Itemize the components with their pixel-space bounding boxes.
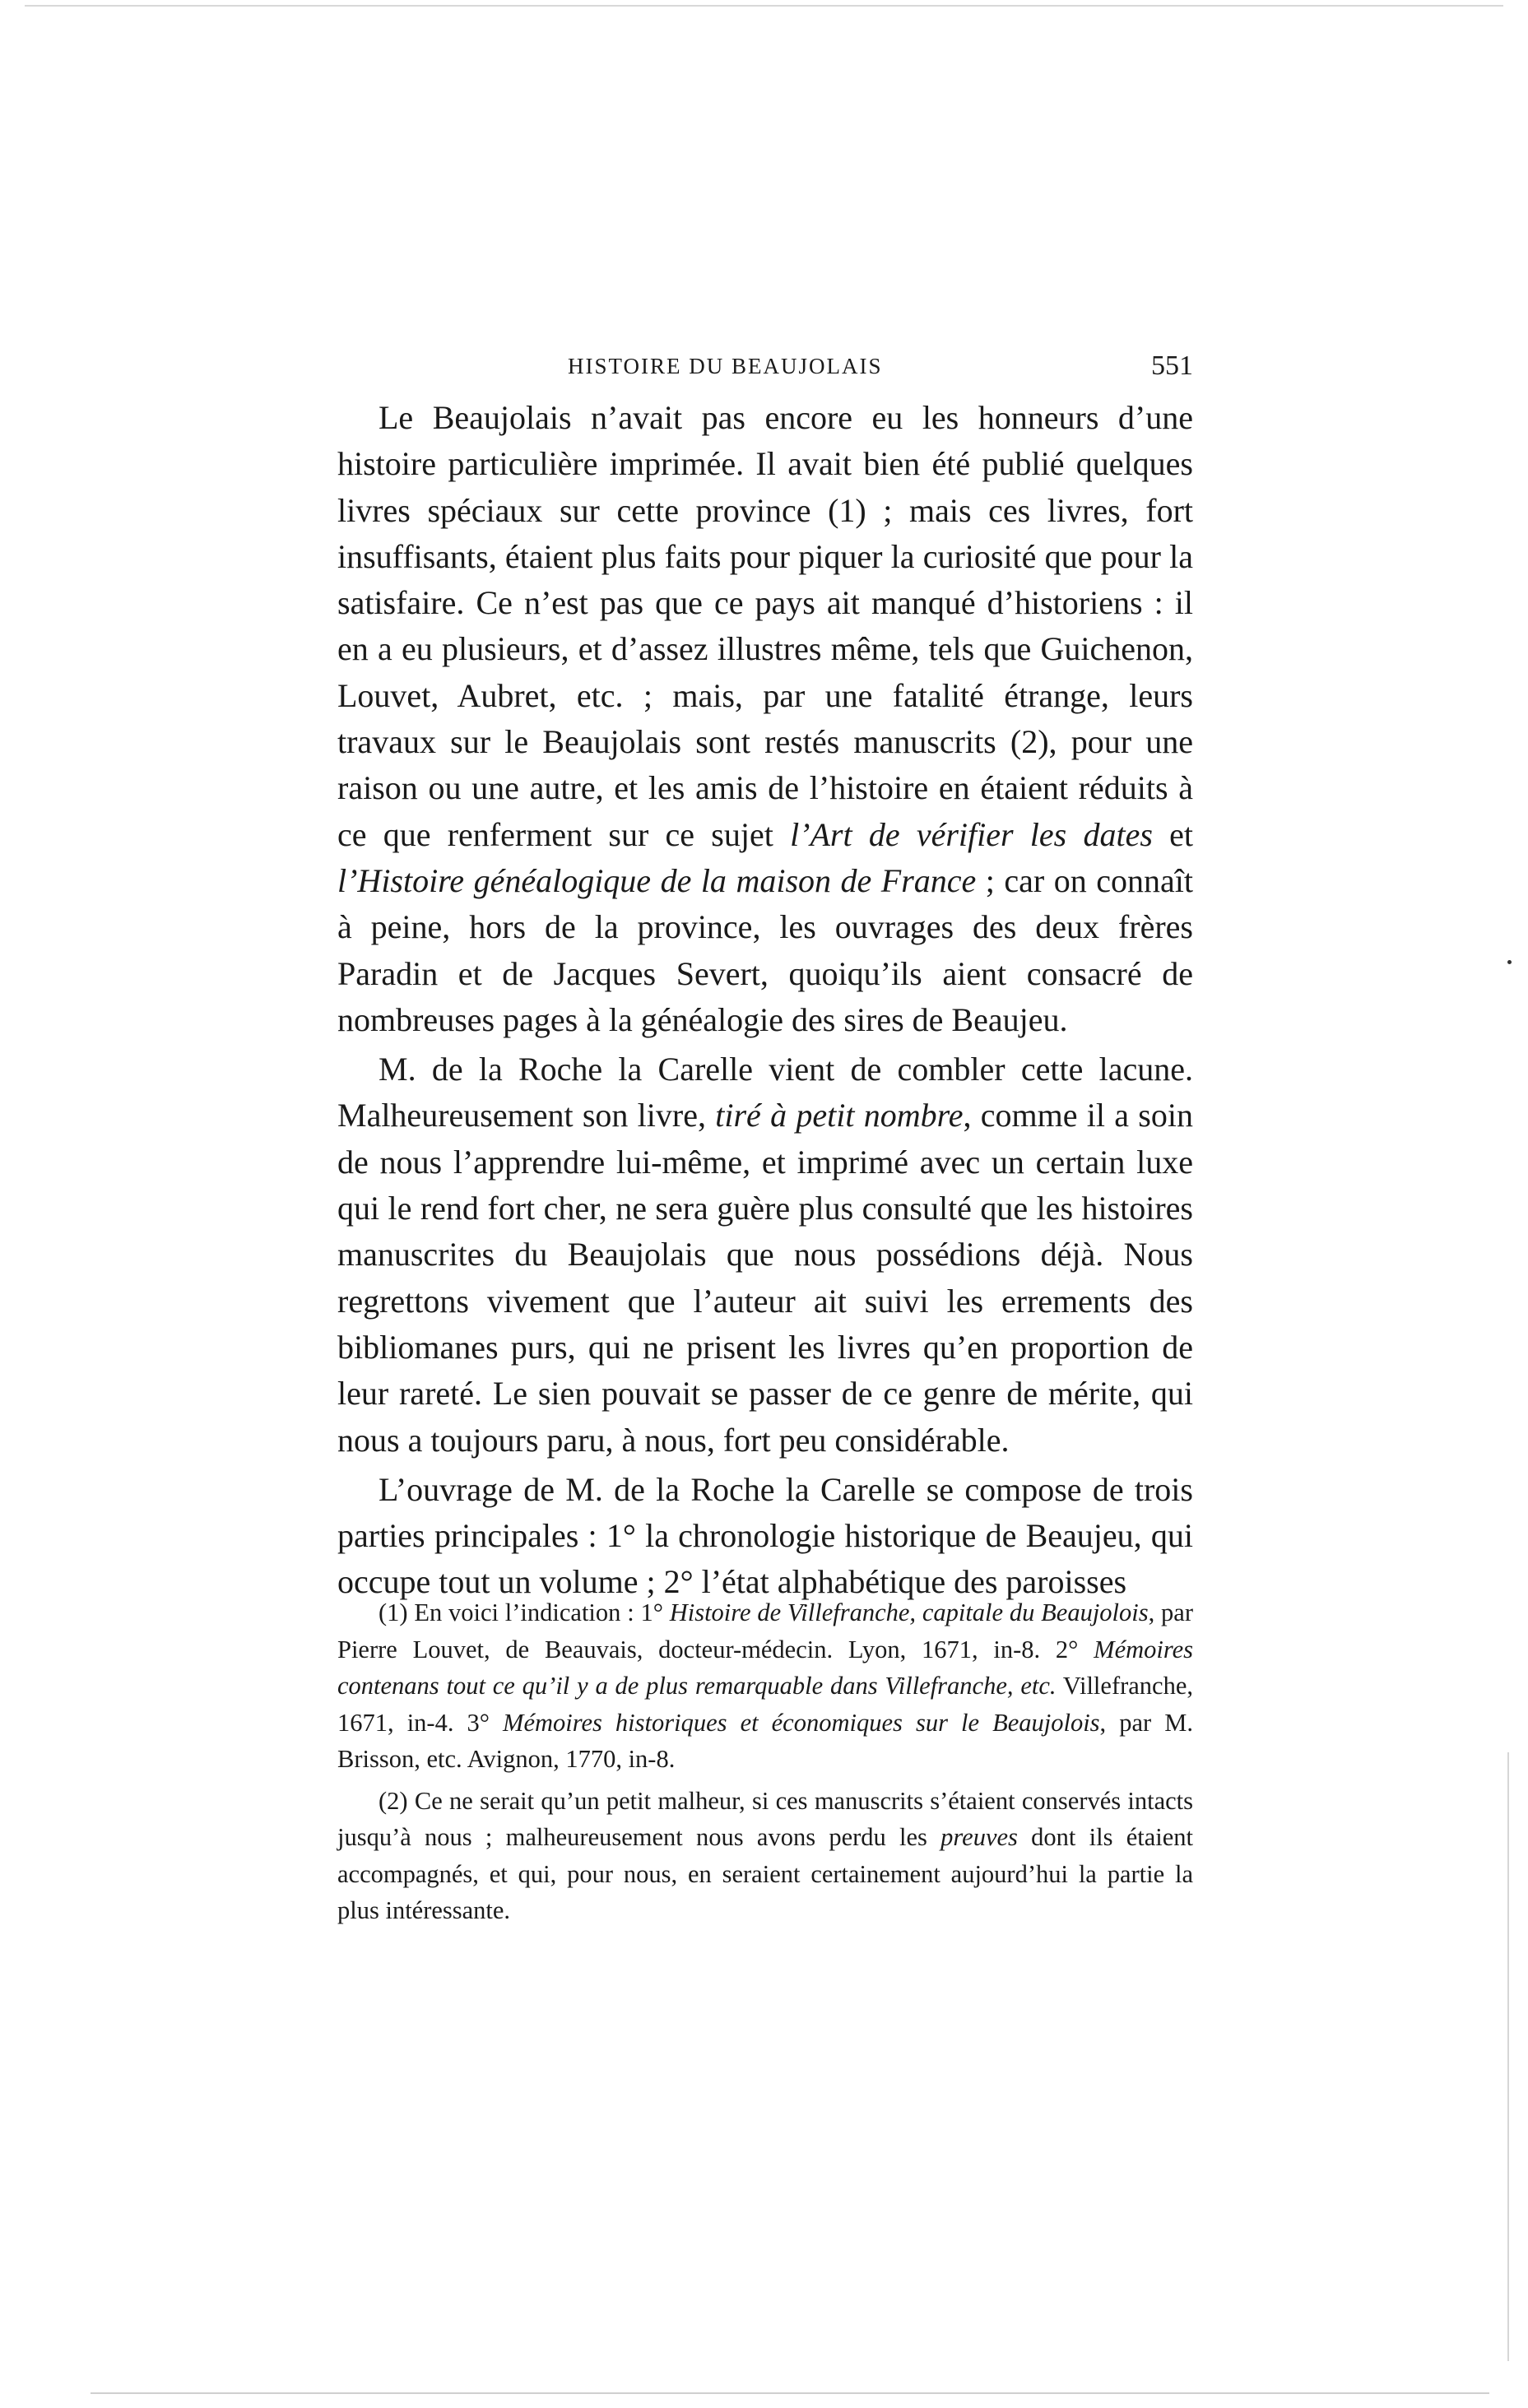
scan-edge-marks xyxy=(1507,1752,1512,2361)
italic-title: Histoire de Villefranche, capitale du Beaujolois xyxy=(669,1598,1149,1626)
text-run: , par M. Brisson, etc. Avignon, 1770, in-8. xyxy=(337,1708,1193,1773)
italic-phrase: tiré à petit nombre xyxy=(715,1097,964,1134)
margin-mark xyxy=(1507,960,1512,964)
italic-title: Mémoires contenans tout ce qu’il y a de plus remarquable dans Villefranche, etc. xyxy=(337,1635,1193,1700)
text-run: et xyxy=(1152,815,1194,853)
footnote xyxy=(337,1594,1193,1778)
top-scan-edge xyxy=(25,5,1503,7)
text-run: (2) Ce ne serait qu’un petit malheur, si ces manuscrits s’étaient conservés intacts jusqu’à nous ; malheureusement nous avons perdu les xyxy=(337,1786,1193,1851)
body-text xyxy=(337,395,1193,1606)
italic-title: l’Art de vérifier les dates xyxy=(790,815,1153,853)
paragraph xyxy=(337,1046,1193,1464)
text-run: M. de la Roche la Carelle vient de combler cette lacune. Malheureusement son livre, xyxy=(337,1051,1193,1134)
running-head xyxy=(337,350,1193,387)
paragraph xyxy=(337,1467,1193,1606)
bottom-scan-edge xyxy=(91,2392,1489,2394)
paragraph xyxy=(337,395,1193,1043)
page-number: 551 xyxy=(1151,350,1193,381)
text-run: , par Pierre Louvet, de Beauvais, docteur-médecin. Lyon, 1671, in-8. 2° xyxy=(337,1598,1193,1663)
text-run: dont ils étaient accompagnés, et qui, pour nous, en seraient certainement aujourd’hui la partie la plus intéressante. xyxy=(337,1823,1194,1924)
text-run: L’ouvrage de M. de la Roche la Carelle se compose de trois parties principales : 1° la chronologie historique de Beaujeu, qui occupe tout un volume ; 2° l’état alphabétique des paroisses xyxy=(337,1470,1193,1601)
text-run: , comme il a soin de nous l’apprendre lui-même, et imprimé avec un certain luxe qui le rend fort cher, ne sera guère plus consulté que les histoires manuscrites du Beaujolais que nous possédions déjà. Nous regrettons vivement que l’auteur ait suivi les errements des bibliomanes purs, qui ne prisent les livres qu’en proportion de leur rareté. Le sien pouvait se passer de ce genre de mérite, qui nous a toujours paru, à nous, fort peu considérable. xyxy=(337,1097,1193,1459)
italic-title: l’Histoire généalogique de la maison de France xyxy=(337,861,977,899)
footnotes xyxy=(337,1594,1193,1929)
footnote xyxy=(337,1783,1193,1929)
italic-title: Mémoires historiques et économiques sur le Beaujolois xyxy=(503,1708,1100,1737)
running-title: HISTOIRE DU BEAUJOLAIS xyxy=(568,354,883,378)
text-run: (1) En voici l’indication : 1° xyxy=(379,1598,670,1626)
italic-word: preuves xyxy=(940,1823,1018,1851)
text-run: Villefranche, 1671, in-4. 3° xyxy=(337,1672,1193,1737)
text-run: Le Beaujolais n’avait pas encore eu les honneurs d’une histoire particulière imprimée. Il avait bien été publié quelques livres spéciaux sur cette province (1) ; mais ces livres, fort insuffisants, étaient plus faits pour piquer la curiosité que pour la satisfaire. Ce n’est pas que ce pays ait manqué d’historiens : il en a eu plusieurs, et d’assez illustres même, tels que Guichenon, Louvet, Aubret, etc. ; mais, par une fatalité étrange, leurs travaux sur le Beaujolais sont restés manuscrits (2), pour une raison ou une autre, et les amis de l’histoire en étaient réduits à ce que renferment sur ce sujet xyxy=(337,399,1193,853)
text-run: ; car on connaît à peine, hors de la province, les ouvrages des deux frères Paradin et de Jacques Severt, quoiqu’ils aient consacré de nombreuses pages à la généalogie des sires de Beaujeu. xyxy=(337,861,1193,1038)
